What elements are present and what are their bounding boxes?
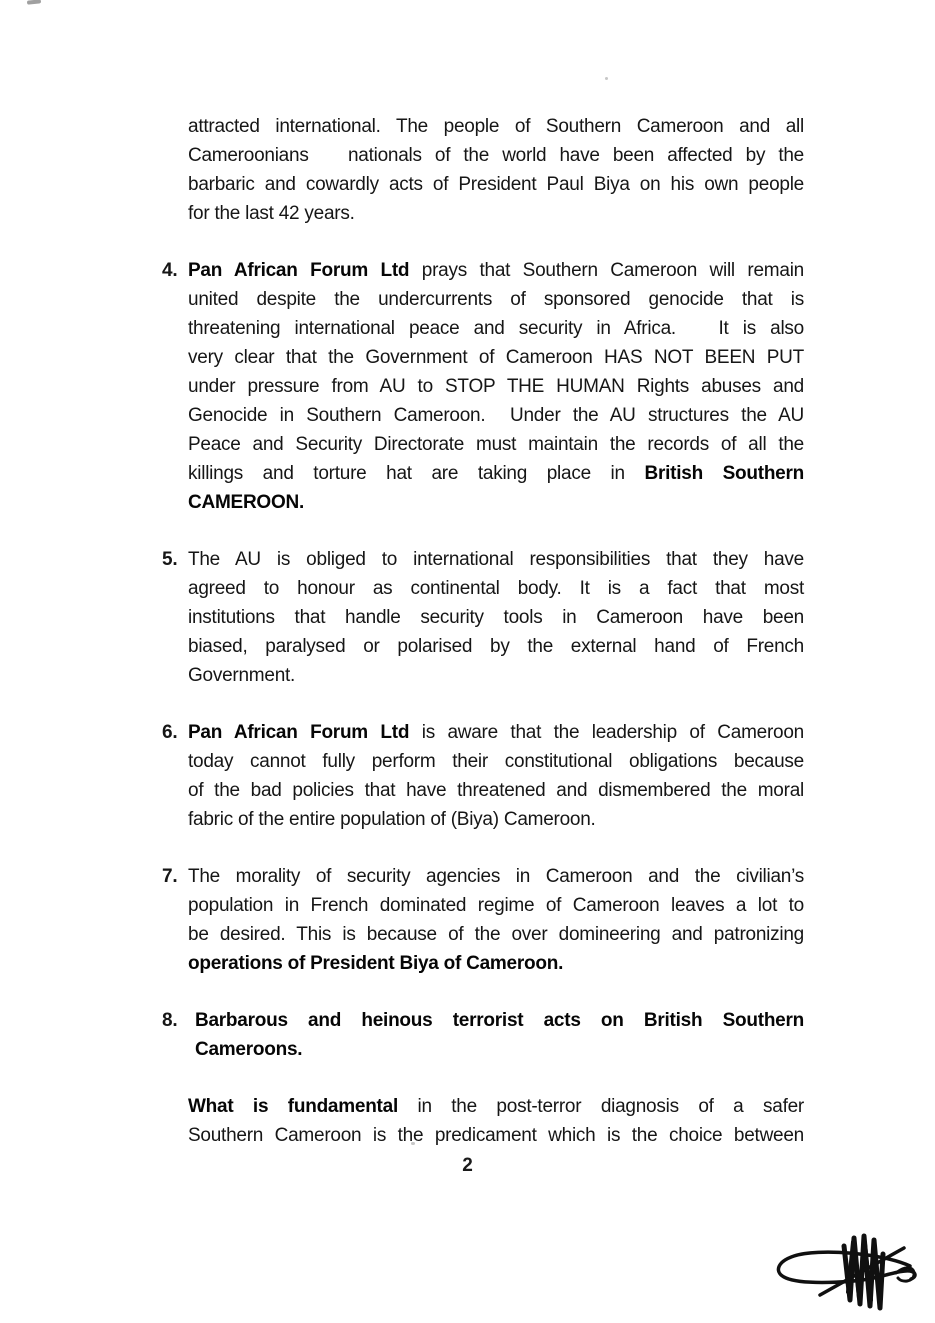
text-segment: Genocide in Southern Cameroon. Under the AU structures the AU xyxy=(188,405,804,426)
text-segment: under pressure from AU to STOP THE HUMAN Rights abuses and xyxy=(188,376,804,397)
text-line xyxy=(188,170,804,199)
text-segment: biased, paralysed or polarised by the external hand of French xyxy=(188,636,804,657)
text-segment: The morality of security agencies in Cameroon and the civilian’s xyxy=(188,866,804,887)
text-line xyxy=(188,661,804,690)
list-number: 7. xyxy=(162,866,178,887)
text-line xyxy=(195,1006,804,1035)
text-line xyxy=(188,401,804,430)
text-line xyxy=(188,718,804,747)
text-line xyxy=(188,430,804,459)
list-item-4 xyxy=(162,256,804,517)
text-line xyxy=(188,1092,804,1121)
text-segment: very clear that the Government of Cameroon HAS NOT BEEN PUT xyxy=(188,347,804,368)
text-segment: Cameroonians nationals of the world have been affected by the xyxy=(188,145,804,166)
text-line xyxy=(188,488,804,517)
scan-smudge-mark xyxy=(27,0,41,5)
text-line xyxy=(188,372,804,401)
text-line xyxy=(188,603,804,632)
bold-text-segment: CAMEROON. xyxy=(188,492,304,513)
text-line xyxy=(188,747,804,776)
bold-text-segment: Barbarous and heinous terrorist acts on British Southern xyxy=(195,1010,804,1031)
text-line xyxy=(188,199,804,228)
text-segment: The AU is obliged to international responsibilities that they have xyxy=(188,549,804,570)
text-segment: barbaric and cowardly acts of President Paul Biya on his own people xyxy=(188,174,804,195)
list-item-8 xyxy=(162,1006,804,1064)
document-body xyxy=(162,112,804,1178)
text-segment: is aware that the leadership of Cameroon xyxy=(409,722,804,743)
list-number: 5. xyxy=(162,549,178,570)
text-line xyxy=(188,545,804,574)
list-item-7 xyxy=(162,862,804,978)
text-segment: today cannot fully perform their constitutional obligations because xyxy=(188,751,804,772)
text-segment: of the bad policies that have threatened and dismembered the moral xyxy=(188,780,804,801)
text-line xyxy=(195,1035,804,1064)
text-line xyxy=(188,776,804,805)
text-segment: for the last 42 years. xyxy=(188,203,355,224)
bold-text-segment: Pan African Forum Ltd xyxy=(188,722,410,743)
text-line xyxy=(188,862,804,891)
list-number: 6. xyxy=(162,722,178,743)
signature-scribble xyxy=(770,1220,922,1318)
text-segment: prays that Southern Cameroon will remain xyxy=(409,260,804,281)
bold-text-segment: Pan African Forum Ltd xyxy=(188,260,410,281)
text-line xyxy=(188,632,804,661)
text-line xyxy=(188,343,804,372)
text-segment: Peace and Security Directorate must maintain the records of all the xyxy=(188,434,804,455)
paragraph-intro-continuation xyxy=(188,112,804,228)
text-line xyxy=(188,314,804,343)
bold-text-segment: What is fundamental xyxy=(188,1096,398,1117)
paragraph-what-is-fundamental xyxy=(188,1092,804,1150)
text-segment: in the post-terror diagnosis of a safer xyxy=(397,1096,804,1117)
text-line xyxy=(188,1121,804,1150)
text-line xyxy=(188,574,804,603)
page-number: 2 xyxy=(462,1155,473,1176)
text-segment: population in French dominated regime of Cameroon leaves a lot to xyxy=(188,895,804,916)
text-line xyxy=(188,141,804,170)
text-line xyxy=(188,256,804,285)
text-segment: attracted international. The people of Southern Cameroon and all xyxy=(188,116,804,137)
text-segment: Southern Cameroon is the predicament which is the choice between xyxy=(188,1125,804,1146)
text-line xyxy=(188,891,804,920)
list-item-5 xyxy=(162,545,804,690)
text-segment: agreed to honour as continental body. It is a fact that most xyxy=(188,578,804,599)
text-line xyxy=(188,949,804,978)
text-line xyxy=(188,805,804,834)
scan-speck xyxy=(605,77,608,80)
text-segment: united despite the undercurrents of sponsored genocide that is xyxy=(188,289,804,310)
text-segment: fabric of the entire population of (Biya) Cameroon. xyxy=(188,809,596,830)
text-line xyxy=(188,285,804,314)
list-number: 4. xyxy=(162,260,178,281)
text-line xyxy=(188,112,804,141)
bold-text-segment: British Southern xyxy=(644,463,804,484)
list-number: 8. xyxy=(162,1010,178,1031)
text-line xyxy=(188,459,804,488)
text-segment: killings and torture hat are taking place in xyxy=(188,463,645,484)
text-segment: be desired. This is because of the over domineering and patronizing xyxy=(188,924,804,945)
list-item-6 xyxy=(162,718,804,834)
bold-text-segment: Cameroons. xyxy=(195,1039,303,1060)
text-segment: Government. xyxy=(188,665,296,686)
bold-text-segment: operations of President Biya of Cameroon. xyxy=(188,953,564,974)
text-line xyxy=(188,920,804,949)
text-segment: threatening international peace and security in Africa. It is also xyxy=(188,318,804,339)
text-segment: institutions that handle security tools in Cameroon have been xyxy=(188,607,804,628)
